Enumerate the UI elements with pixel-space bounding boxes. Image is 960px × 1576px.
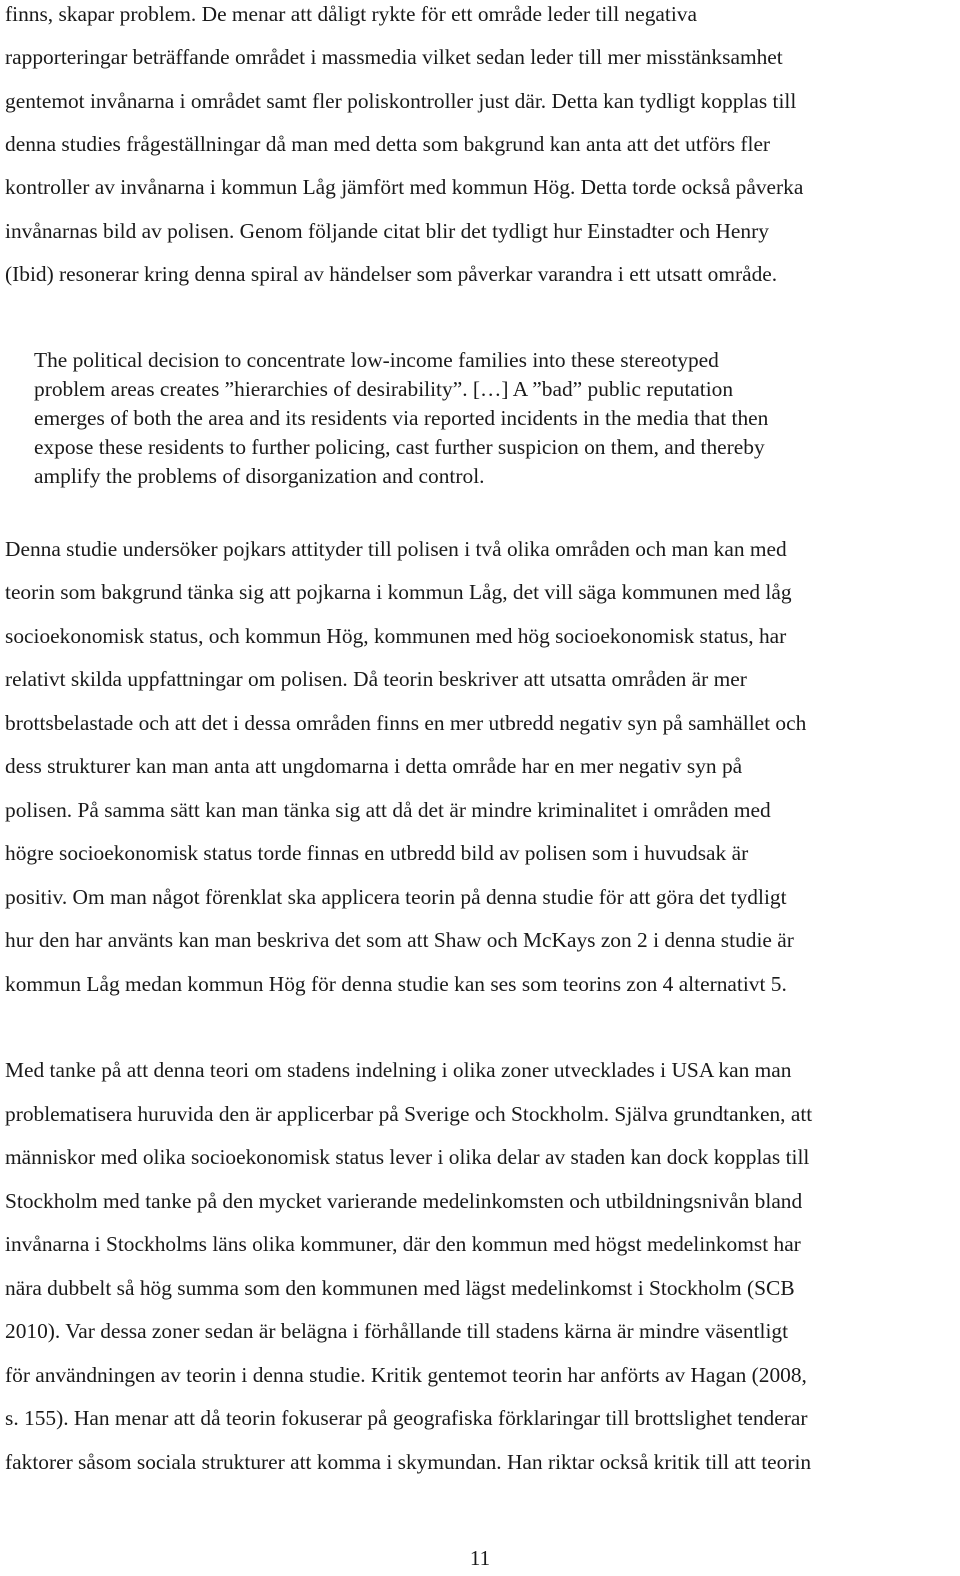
paragraph-line: brottsbelastade och att det i dessa områden finns en mer utbredd negativ syn på samhället och (5, 711, 807, 735)
paragraph-line: faktorer såsom sociala strukturer att komma i skymundan. Han riktar också kritik till att teorin (5, 1450, 812, 1474)
paragraph-line: Denna studie undersöker pojkars attityder till polisen i två olika områden och man kan med (5, 537, 787, 561)
paragraph-line: socioekonomisk status, och kommun Hög, kommunen med hög socioekonomisk status, har (5, 624, 787, 648)
quote-line: emerges of both the area and its residents via reported incidents in the media that then (34, 406, 769, 430)
paragraph-line: positiv. Om man något förenklat ska applicera teorin på denna studie för att göra det tydligt (5, 885, 787, 909)
paragraph-line: för användningen av teorin i denna studie. Kritik gentemot teorin har anförts av Hagan (2008, (5, 1363, 807, 1387)
paragraph-line: gentemot invånarna i området samt fler poliskontroller just där. Detta kan tydligt kopplas till (5, 89, 797, 113)
paragraph-line: dess strukturer kan man anta att ungdomarna i detta område har en mer negativ syn på (5, 754, 743, 778)
paragraph-line: invånarna i Stockholms läns olika kommuner, där den kommun med högst medelinkomst har (5, 1232, 801, 1256)
paragraph-line: nära dubbelt så hög summa som den kommunen med lägst medelinkomst i Stockholm (SCB (5, 1276, 795, 1300)
paragraph-line: högre socioekonomisk status torde finnas en utbredd bild av polisen som i huvudsak är (5, 841, 749, 865)
paragraph-line: människor med olika socioekonomisk status lever i olika delar av staden kan dock kopplas till (5, 1145, 810, 1169)
quote-line: problem areas creates ”hierarchies of desirability”. […] A ”bad” public reputation (34, 377, 734, 401)
paragraph-line: denna studies frågeställningar då man med detta som bakgrund kan anta att det utförs fler (5, 132, 771, 156)
quote-line: expose these residents to further policing, cast further suspicion on them, and thereby (34, 435, 765, 459)
paragraph-line: rapporteringar beträffande området i massmedia vilket sedan leder till mer misstänksamhet (5, 45, 783, 69)
quote-line: The political decision to concentrate low-income families into these stereotyped (34, 348, 719, 372)
paragraph-line: 2010). Var dessa zoner sedan är belägna i förhållande till stadens kärna är mindre väsentligt (5, 1319, 789, 1343)
paragraph-line: invånarnas bild av polisen. Genom följande citat blir det tydligt hur Einstadter och Henry (5, 219, 769, 243)
paragraph-line: kontroller av invånarna i kommun Låg jämfört med kommun Hög. Detta torde också påverka (5, 175, 804, 199)
page-number: 11 (469, 1546, 491, 1570)
quote-line: amplify the problems of disorganization and control. (34, 464, 485, 488)
paragraph-line: s. 155). Han menar att då teorin fokuserar på geografiska förklaringar till brottslighet tenderar (5, 1406, 808, 1430)
paragraph-line: kommun Låg medan kommun Hög för denna studie kan ses som teorins zon 4 alternativt 5. (5, 972, 787, 996)
paragraph-line: finns, skapar problem. De menar att dåligt rykte för ett område leder till negativa (5, 2, 697, 26)
paragraph-line: Med tanke på att denna teori om stadens indelning i olika zoner utvecklades i USA kan man (5, 1058, 792, 1082)
paragraph-line: Stockholm med tanke på den mycket varierande medelinkomsten och utbildningsnivån bland (5, 1189, 803, 1213)
paragraph-line: (Ibid) resonerar kring denna spiral av händelser som påverkar varandra i ett utsatt område. (5, 262, 778, 286)
paragraph-line: problematisera huruvida den är applicerbar på Sverige och Stockholm. Själva grundtanken, att (5, 1102, 813, 1126)
paragraph-line: polisen. På samma sätt kan man tänka sig att då det är mindre kriminalitet i områden med (5, 798, 771, 822)
paragraph-line: hur den har använts kan man beskriva det som att Shaw och McKays zon 2 i denna studie är (5, 928, 794, 952)
paragraph-line: teorin som bakgrund tänka sig att pojkarna i kommun Låg, det vill säga kommunen med låg (5, 580, 792, 604)
paragraph-line: relativt skilda uppfattningar om polisen. Då teorin beskriver att utsatta områden är mer (5, 667, 747, 691)
